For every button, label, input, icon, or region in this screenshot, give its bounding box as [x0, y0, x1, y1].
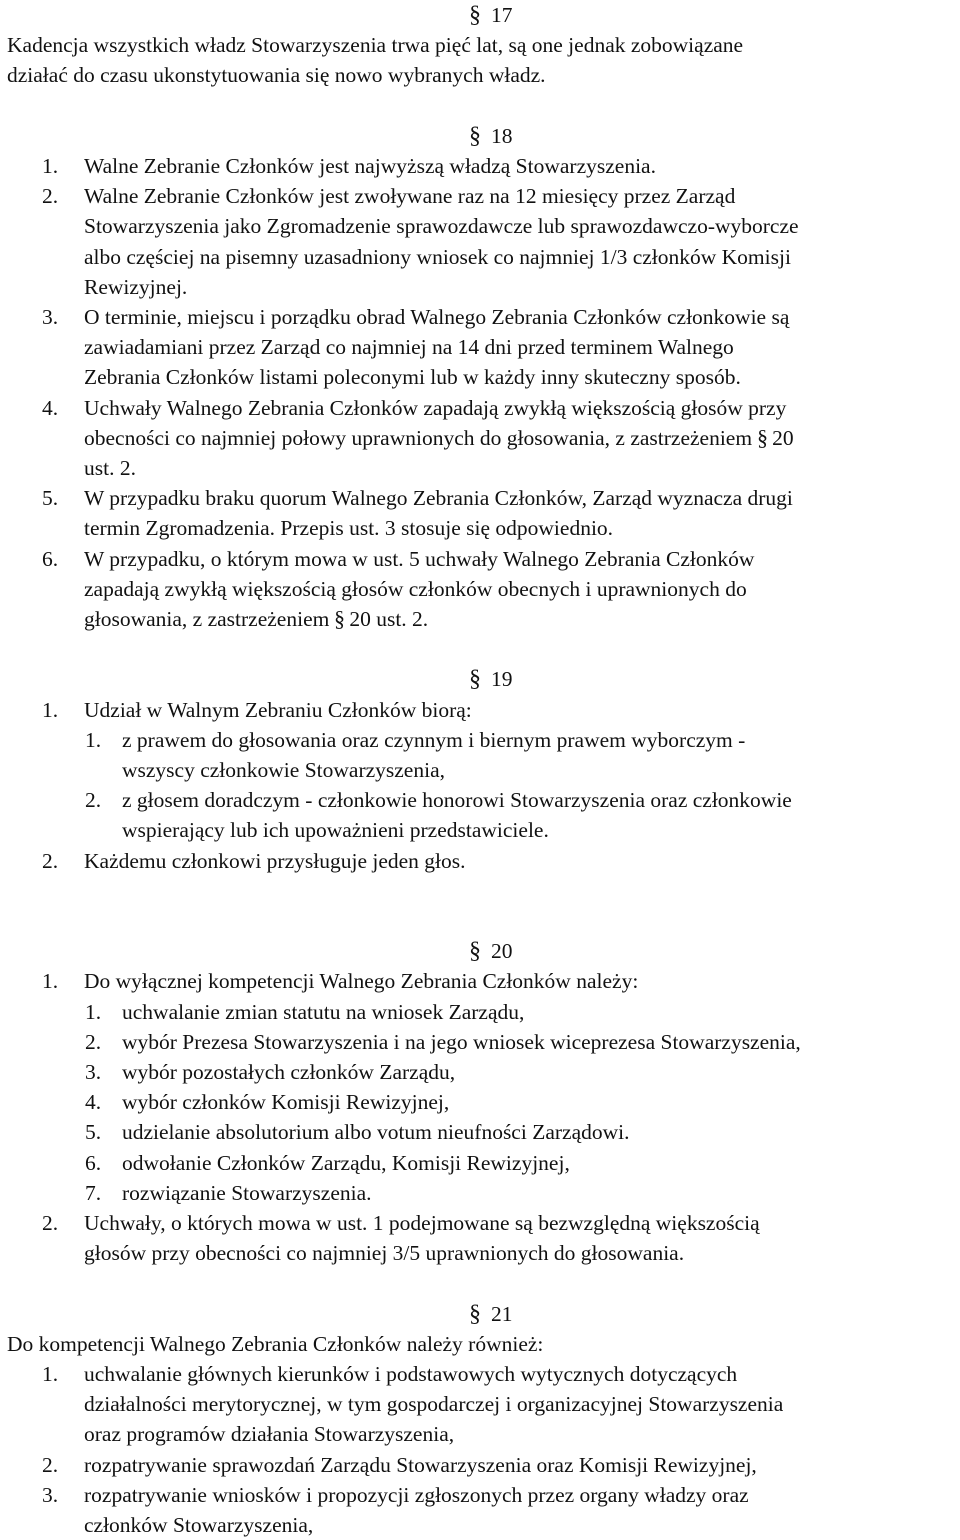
list-item-continuation: termin Zgromadzenia. Przepis ust. 3 stosuje się odpowiednio. — [84, 516, 614, 541]
list-number: 6. — [42, 546, 59, 571]
svg-text:§: § — [469, 1300, 481, 1327]
svg-text:§: § — [757, 425, 769, 448]
list-item — [7, 151, 954, 181]
sub-list-item-continuation: wspierający lub ich upoważnieni przedstawiciele. — [122, 818, 549, 843]
list-item-text: O terminie, miejscu i porządku obrad Walnego Zebrania Członków członkowie są — [84, 305, 790, 330]
list-item-text: Uchwały Walnego Zebrania Członków zapadają zwykłą większością głosów przy — [84, 395, 787, 420]
list-item-continuation: oraz programów działania Stowarzyszenia, — [84, 1422, 455, 1447]
list-item-continuation: zapadają zwykłą większością głosów członków obecnych i uprawnionych do — [84, 576, 747, 601]
sub-list-item — [7, 725, 954, 755]
sub-list-item — [7, 1027, 954, 1057]
list-item-text: Walne Zebranie Członków jest najwyższą władzą Stowarzyszenia. — [84, 154, 656, 178]
list-item — [7, 1359, 954, 1389]
paragraph-line: Do kompetencji Walnego Zebrania Członków należy również: — [7, 1331, 544, 1356]
list-item-text: z prawem do głosowania oraz czynnym i biernym prawem wyborczym - — [122, 727, 746, 752]
sub-list-item-continuation: wszyscy członkowie Stowarzyszenia, — [122, 758, 445, 783]
sub-list-item — [7, 1178, 954, 1208]
sub-list-item — [7, 1087, 954, 1117]
list-item-continuation: członków Stowarzyszenia, — [84, 1513, 314, 1538]
list-number: 1. — [42, 969, 59, 994]
list-item-continuation: Zebrania Członków listami poleconymi lub w każdy inny skuteczny sposób. — [84, 365, 741, 390]
list-number: 2. — [42, 184, 59, 209]
sub-list-item — [7, 1148, 954, 1178]
sub-list-item — [7, 997, 954, 1027]
section-heading-18 — [7, 121, 954, 151]
section-sign-icon — [469, 121, 481, 151]
list-item-text: wybór Prezesa Stowarzyszenia i na jego wniosek wiceprezesa Stowarzyszenia, — [122, 1029, 801, 1054]
list-item — [7, 181, 954, 211]
section-number: 20 — [491, 939, 513, 964]
section-number: 18 — [491, 123, 513, 148]
section-sign-icon — [333, 607, 347, 629]
svg-text:§: § — [469, 122, 481, 149]
section-sign-icon — [469, 936, 481, 966]
section-sign-icon — [756, 426, 770, 448]
list-item-text: W przypadku, o którym mowa w ust. 5 uchwały Walnego Zebrania Członków — [84, 546, 755, 571]
paragraph-line: Kadencja wszystkich władz Stowarzyszenia trwa pięć lat, są one jednak zobowiązane — [7, 33, 744, 58]
sub-list-item — [7, 1117, 954, 1147]
sub-list-item — [7, 785, 954, 815]
list-item-text: Udział w Walnym Zebraniu Członków biorą: — [84, 697, 472, 722]
list-item-text: z głosem doradczym - członkowie honorowi Stowarzyszenia oraz członkowie — [122, 788, 792, 813]
list-number: 1. — [42, 697, 59, 722]
section-sign-icon — [469, 664, 481, 694]
section-heading-20 — [7, 936, 954, 966]
list-item — [7, 1450, 954, 1480]
list-item — [7, 695, 954, 725]
section-heading-17 — [7, 0, 954, 30]
list-item-text: głosowania, z zastrzeżeniem — [84, 607, 330, 632]
list-item-continuation: zawiadamiani przez Zarząd co najmniej na 14 dni przed terminem Walnego — [84, 335, 734, 360]
svg-text:§: § — [469, 2, 481, 28]
list-item — [7, 1480, 954, 1510]
list-item-text: obecności co najmniej połowy uprawnionych do głosowania, z zastrzeżeniem — [84, 425, 753, 450]
list-number: 1. — [85, 727, 102, 752]
list-item-text: odwołanie Członków Zarządu, Komisji Rewizyjnej, — [122, 1150, 570, 1175]
list-number: 2. — [42, 848, 59, 873]
list-item-continuation: albo częściej na pisemny uzasadniony wniosek co najmniej 1/3 członków Komisji — [84, 244, 791, 269]
list-item — [7, 966, 954, 996]
list-number: 6. — [85, 1150, 102, 1175]
section-heading-19 — [7, 664, 954, 694]
list-item-continuation — [7, 604, 954, 634]
list-item — [7, 1208, 954, 1238]
list-number: 5. — [42, 486, 59, 511]
list-number: 1. — [85, 999, 102, 1024]
list-item-text: rozwiązanie Stowarzyszenia. — [122, 1180, 372, 1205]
section-heading-21 — [7, 1299, 954, 1329]
list-item-continuation — [7, 423, 954, 453]
list-item-continuation: głosów przy obecności co najmniej 3/5 uprawnionych do głosowania. — [84, 1241, 685, 1266]
list-item — [7, 483, 954, 513]
list-item-text: Walne Zebranie Członków jest zwoływane raz na 12 miesięcy przez Zarząd — [84, 184, 736, 209]
list-number: 7. — [85, 1180, 102, 1205]
list-number: 3. — [85, 1060, 102, 1085]
list-item-text: W przypadku braku quorum Walnego Zebrania Członków, Zarząd wyznacza drugi — [84, 486, 793, 511]
list-item-text: Uchwały, o których mowa w ust. 1 podejmowane są bezwzględną większością — [84, 1211, 760, 1236]
section-sign-icon — [469, 1299, 481, 1329]
sub-list-item — [7, 1057, 954, 1087]
section-sign-icon — [469, 0, 481, 30]
section-number: 19 — [491, 667, 513, 692]
list-item-continuation: ust. 2. — [84, 456, 136, 481]
list-number: 1. — [42, 154, 59, 178]
svg-text:§: § — [469, 666, 481, 693]
list-item — [7, 302, 954, 332]
list-item-text: Do wyłącznej kompetencji Walnego Zebrania Członków należy: — [84, 969, 639, 994]
list-item-text: uchwalanie głównych kierunków i podstawowych wytycznych dotyczących — [84, 1362, 738, 1387]
list-item-continuation: działalności merytorycznej, w tym gospodarczej i organizacyjnej Stowarzyszenia — [84, 1392, 784, 1417]
list-number: 2. — [85, 788, 102, 813]
list-item-text: Każdemu członkowi przysługuje jeden głos. — [84, 848, 466, 873]
list-item-text: rozpatrywanie sprawozdań Zarządu Stowarzyszenia oraz Komisji Rewizyjnej, — [84, 1452, 757, 1477]
section-reference: 20 — [772, 425, 794, 450]
list-item-text: wybór pozostałych członków Zarządu, — [122, 1060, 456, 1085]
list-number: 4. — [85, 1090, 102, 1115]
list-number: 2. — [42, 1452, 59, 1477]
list-item — [7, 846, 954, 876]
section-number: 17 — [491, 3, 513, 27]
list-number: 2. — [85, 1029, 102, 1054]
list-item-text: uchwalanie zmian statutu na wniosek Zarządu, — [122, 999, 525, 1024]
list-item-text: udzielanie absolutorium albo votum nieufności Zarządowi. — [122, 1120, 630, 1145]
section-number: 21 — [491, 1301, 513, 1326]
list-item — [7, 393, 954, 423]
list-number: 4. — [42, 395, 59, 420]
list-number: 3. — [42, 305, 59, 330]
list-item-continuation: Stowarzyszenia jako Zgromadzenie sprawozdawcze lub sprawozdawczo-wyborcze — [84, 214, 799, 239]
section-reference-tail: ust. 2. — [376, 607, 429, 632]
list-item — [7, 544, 954, 574]
list-item-text: wybór członków Komisji Rewizyjnej, — [122, 1090, 450, 1115]
list-number: 5. — [85, 1120, 102, 1145]
svg-text:§: § — [469, 938, 481, 965]
list-item-continuation: Rewizyjnej. — [84, 274, 188, 299]
list-number: 2. — [42, 1211, 59, 1236]
list-number: 1. — [42, 1362, 59, 1387]
list-item-text: rozpatrywanie wniosków i propozycji zgłoszonych przez organy władzy oraz — [84, 1482, 749, 1507]
list-number: 3. — [42, 1482, 59, 1507]
paragraph-line: działać do czasu ukonstytuowania się nowo wybranych władz. — [7, 63, 546, 88]
svg-text:§: § — [334, 607, 346, 630]
section-reference: 20 — [349, 607, 371, 632]
